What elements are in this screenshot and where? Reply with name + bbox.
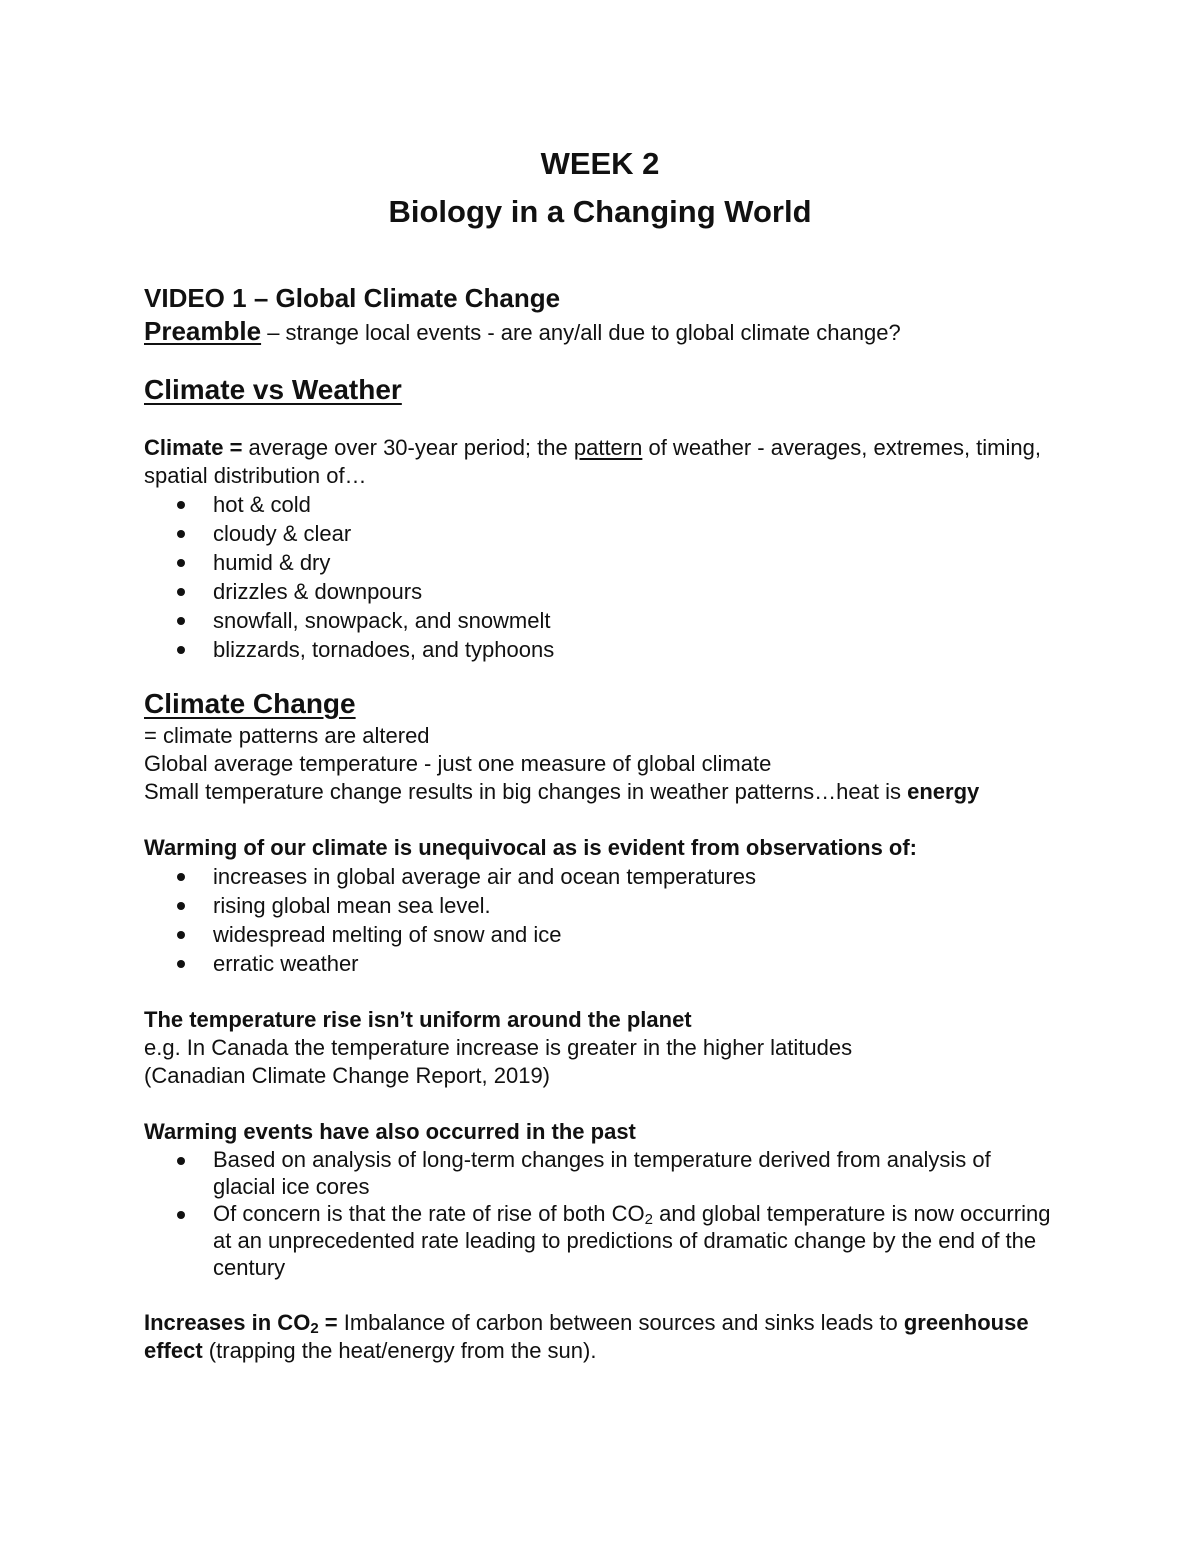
document-title [144, 140, 1056, 236]
temperature-rise-line-2: (Canadian Climate Change Report, 2019) [144, 1063, 551, 1088]
warming-list [144, 862, 1056, 978]
list-item: hot & cold [144, 490, 1056, 519]
bullet-icon [177, 1157, 185, 1165]
climate-def-text-2: of weather - averages, extremes, timing, spatial distribution of… [144, 435, 1041, 488]
co2-paragraph: Increases in $CO_2$ = Imbalance of carbon between sources and sinks leads to greenhouse effect (trapping the heat/energy from the sun). [144, 1310, 1029, 1363]
bullet-icon [177, 501, 185, 509]
list-item: humid & dry [144, 548, 1056, 577]
list-item: rising global mean sea level. [144, 891, 1056, 920]
bullet-icon [177, 530, 185, 538]
bullet-icon [177, 588, 185, 596]
pattern-word: pattern [573, 435, 643, 460]
document-page [144, 140, 1056, 1365]
bullet-icon [177, 960, 185, 968]
list-item: erratic weather [144, 949, 1056, 978]
bullet-icon [177, 559, 185, 567]
list-item: widespread melting of snow and ice [144, 920, 1056, 949]
energy-word: energy [907, 779, 980, 804]
list-item: Of concern is that the rate of rise of both $CO_2$ and global temperature is now occurring at an unprecedented rate leading to predictions of dramatic change by the end of the century [144, 1200, 1056, 1281]
list-item: blizzards, tornadoes, and typhoons [144, 635, 1056, 664]
climate-change-line-1: = climate patterns are altered [144, 723, 430, 748]
greenhouse-effect-term: greenhouse effect [144, 1310, 1029, 1363]
temperature-rise-heading: The temperature rise isn’t uniform around the planet [144, 1007, 692, 1032]
climate-change-heading: Climate Change [144, 688, 356, 719]
bullet-icon [177, 931, 185, 939]
climate-definition [144, 434, 1056, 490]
warming-heading: Warming of our climate is unequivocal as is evident from observations of: [144, 835, 918, 860]
course-title: Biology in a Changing World [388, 194, 812, 229]
bullet-icon [177, 1211, 185, 1219]
preamble-label: Preamble [144, 316, 262, 346]
past-warming-list [144, 1146, 1056, 1281]
climate-vs-weather-heading: Climate vs Weather [144, 374, 402, 405]
climate-change-line-2: Global average temperature - just one measure of global climate [144, 751, 772, 776]
preamble-line [144, 314, 1056, 350]
climate-term: Climate = [144, 435, 243, 460]
climate-def-text-1: average over 30-year period; the [242, 435, 574, 460]
video-heading: VIDEO 1 – Global Climate Change [144, 283, 561, 313]
bullet-icon [177, 646, 185, 654]
past-warming-heading: Warming events have also occurred in the past [144, 1119, 636, 1144]
bullet-icon [177, 873, 185, 881]
list-item: increases in global average air and ocean temperatures [144, 862, 1056, 891]
climate-change-line-3: Small temperature change results in big changes in weather patterns…heat is energy [144, 779, 980, 804]
list-item: drizzles & downpours [144, 577, 1056, 606]
weather-list [144, 490, 1056, 664]
preamble-text: – strange local events - are any/all due to global climate change? [261, 320, 901, 345]
bullet-icon [177, 617, 185, 625]
list-item: Based on analysis of long-term changes in temperature derived from analysis of glacial ice cores [144, 1146, 1056, 1200]
list-item: cloudy & clear [144, 519, 1056, 548]
week-label: WEEK 2 [540, 146, 660, 181]
list-item: snowfall, snowpack, and snowmelt [144, 606, 1056, 635]
temperature-rise-line-1: e.g. In Canada the temperature increase is greater in the higher latitudes [144, 1035, 853, 1060]
bullet-icon [177, 902, 185, 910]
